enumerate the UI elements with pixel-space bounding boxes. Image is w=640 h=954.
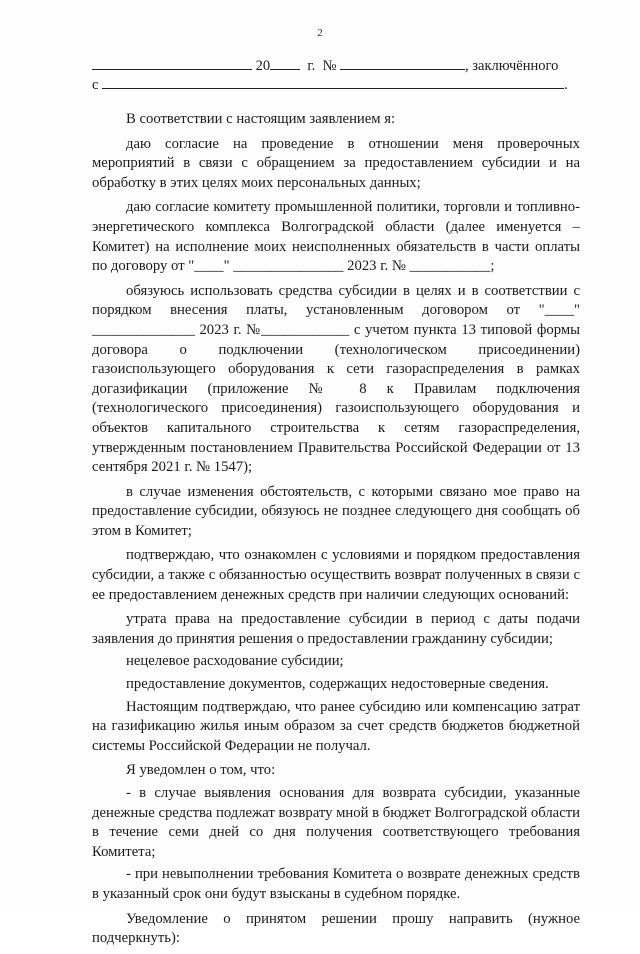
paragraph-confirmation: подтверждаю, что ознакомлен с условиями и порядком предоставления субсидии, а также с обязанностью осуществить возврат полученных в связи с ее предоставлением денежных средств при наличии следующих оснований:: [92, 547, 580, 603]
paragraph-intro: В соответствии с настоящим заявлением я:: [126, 111, 396, 127]
document-body: [92, 110, 580, 954]
paragraph-notified: Я уведомлен о том, что:: [126, 762, 276, 779]
blank-field: [92, 56, 252, 70]
paragraph-notification-method: Уведомление о принятом решении прошу направить (нужное подчеркнуть):: [92, 910, 580, 947]
header-year: 20: [255, 58, 271, 74]
paragraph-ground-2: нецелевое расходование субсидии;: [126, 653, 344, 670]
paragraph-no-prior-subsidy: Настоящим подтверждаю, что ранее субсидию или компенсацию затрат на газификацию жилья иным образом за счет средств бюджетов бюджетной системы Российской Федерации не получал.: [92, 698, 580, 754]
paragraph-circumstances: в случае изменения обстоятельств, с которыми связано мое право на предоставление субсидии, обязуюсь не позднее следующего дня сообщать об этом в Комитет;: [92, 483, 580, 539]
paragraph-return-1: - в случае выявления основания для возврата субсидии, указанные денежные средства подлежат возврату мной в бюджет Волгоградской области в течение семи дней со дня получения соответствующего требования Комитета;: [92, 785, 580, 860]
blank-field: [340, 56, 465, 70]
header-tail: , заключённого: [465, 58, 559, 74]
blank-field: [102, 75, 564, 89]
paragraph-consent-checks: даю согласие на проведение в отношении меня проверочных мероприятий в связи с обращением за предоставлением субсидии и на обработку в этих целях моих персональных данных;: [92, 135, 580, 191]
header-line-1: [92, 56, 584, 75]
paragraph-ground-1: утрата права на предоставление субсидии в период с даты подачи заявления до принятия решения о предоставлении гражданину субсидии;: [92, 611, 580, 647]
header-end: .: [564, 77, 568, 93]
header-number-sign: №: [322, 58, 337, 74]
paragraph-return-2: - при невыполнении требования Комитета о возврате денежных средств в указанный срок они будут взысканы в судебном порядке.: [92, 866, 580, 902]
blank-field: [270, 56, 300, 70]
page-number: 2: [317, 27, 323, 39]
paragraph-consent-committee: даю согласие комитету промышленной политики, торговли и топливно-энергетического комплекса Волгоградской области (далее именуется – Комитет) на исполнение моих неисполненных обязательств в части оплаты по договору от "____" _______________ 2023 г. № ___________;: [92, 199, 580, 275]
header-g: г.: [307, 58, 316, 74]
paragraph-obligation: обязуюсь использовать средства субсидии в целях и в соответствии с порядком внесения платы, установленным договором от "____" ______________ 2023 г. №____________ с учетом пункта 13 типовой формы договора о подключении (технологическом присоединении) газоиспользующего оборудования к сети газораспределения в рамках догазификации (приложение № 8 к Правилам подключения (технологического присоединения) газоиспользующего оборудования и объектов капитального строительства к сетям газораспределения, утвержденным постановлением Правительства Российской Федерации от 13 сентября 2021 г. № 1547);: [92, 282, 580, 476]
paragraph-ground-3: предоставление документов, содержащих недостоверные сведения.: [126, 676, 549, 693]
header-line-2: [92, 75, 584, 94]
header-c: с: [92, 77, 99, 93]
